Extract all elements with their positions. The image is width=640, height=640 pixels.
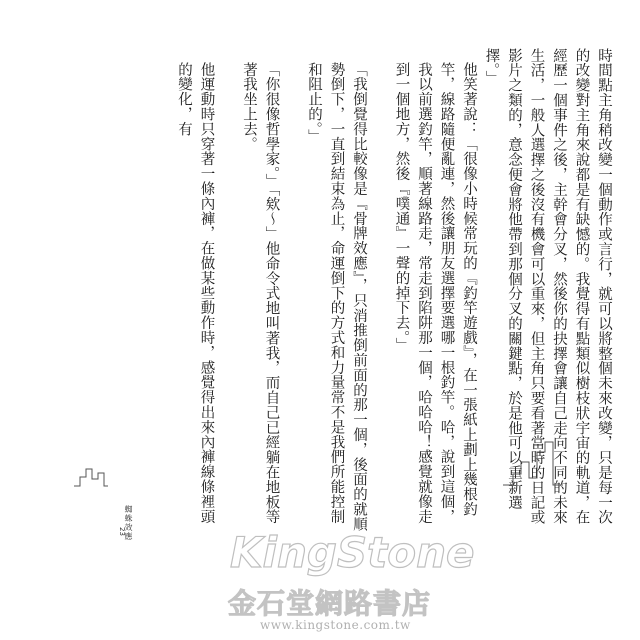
watermark-brand-latin: KingStone bbox=[230, 528, 475, 577]
skyline-left-icon bbox=[74, 465, 108, 487]
running-head: 蜘蛛效應 bbox=[124, 505, 133, 541]
paragraph-1: 時間點主角稍改變一個動作或言行，就可以將整個未來改變，只是每一次的改變對主角來說都是有缺憾的。我覺得有點類似樹枝狀宇宙的軌道，在經歷一個事件之後，主幹會分叉，然後你的抉擇會讓自己走向不同的未來生活，一般人選擇之後沒有機會可以重來，但主角只要看著當時的日記或影片之類的，意念便會將他帶到那個分叉的關鍵點，於是他可以重新選擇。」 bbox=[483, 48, 612, 525]
skyline-right-icon bbox=[503, 440, 563, 486]
watermark-brand-cjk: 金石堂網路書店 bbox=[228, 587, 432, 620]
paragraph-2: 他笑著說：「很像小時候常玩的『釣竿遊戲』，在一張紙上劃上幾根釣竿，線路隨便亂連，然後讓朋友選擇要選哪一根釣竿。哈，說到這個，我以前選釣竿，順著線路走，常走到陷阱那一個，哈哈哈！感覺就像走到一個地方，然後『噗通』一聲的掉下去。」 bbox=[393, 62, 477, 524]
paragraph-3: 「我倒覺得比較像是『骨牌效應』，只消推倒前面的那一個，後面的就順勢倒下，一直到結束為止，命運倒下的方式和力量常不是我們所能控制和阻止的。」 bbox=[306, 62, 367, 532]
paragraph-4: 「你很像哲學家。」「欸～」他命令式地叫著我，而自己已經躺在地板等著我坐上去。 bbox=[241, 62, 280, 525]
watermark-url: www.kingstone.com.tw bbox=[260, 618, 411, 632]
paragraph-5: 他運動時只穿著一條內褲，在做某些動作時，感覺得出來內褲線條裡頭的變化，有 bbox=[176, 62, 215, 524]
page-number: 23 bbox=[118, 527, 126, 536]
